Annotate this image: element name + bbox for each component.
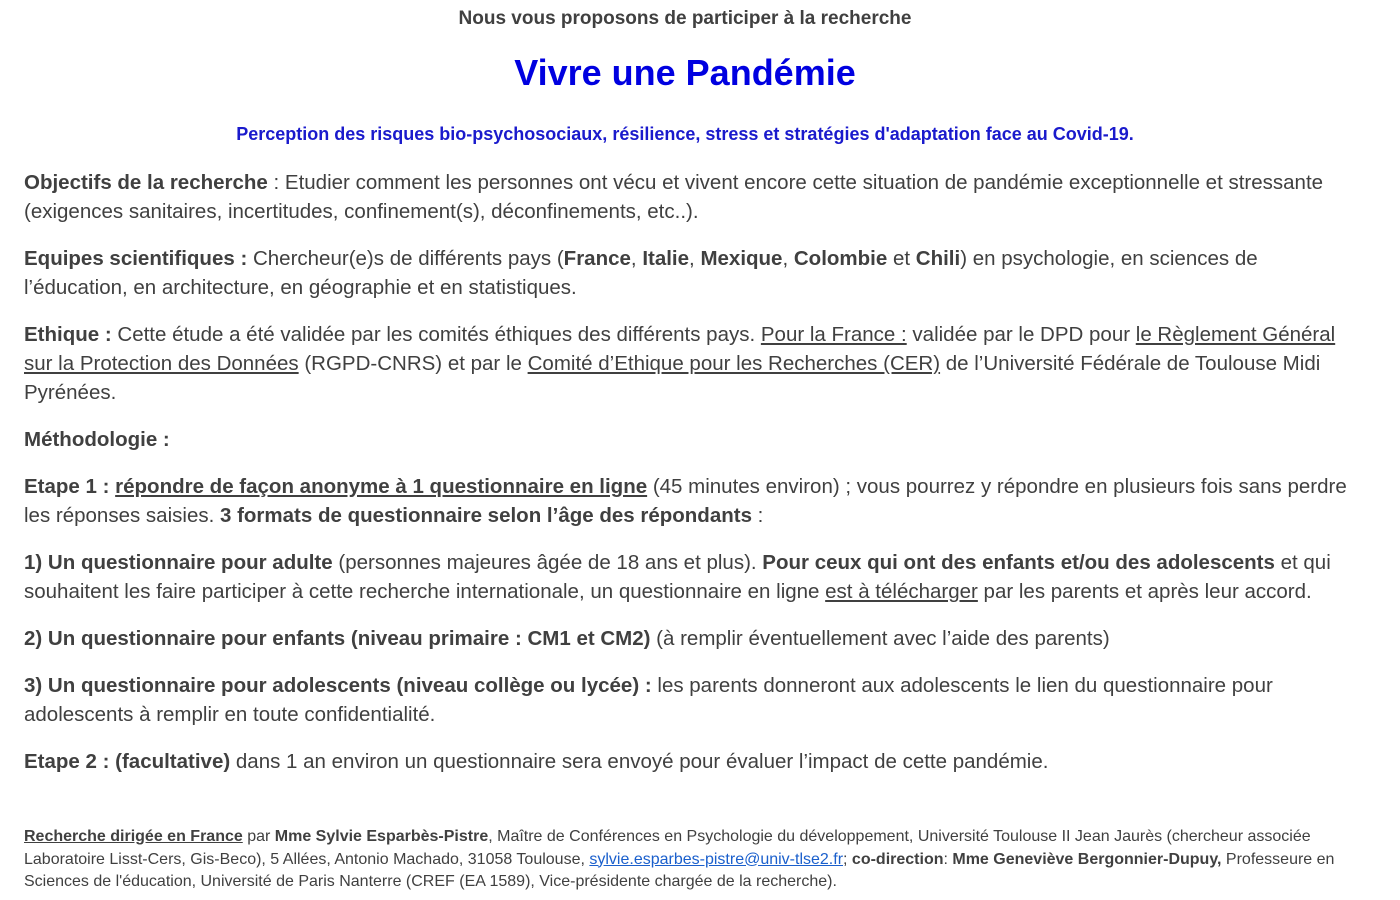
- footer-codirector-name: Mme Geneviève Bergonnier-Dupuy,: [952, 850, 1222, 868]
- item2-text: (à remplir éventuellement avec l’aide des parents): [650, 627, 1110, 650]
- ethique-france-label: Pour la France :: [760, 323, 907, 346]
- ethique-text: de l’Université Fédérale de Toulouse Midi Pyrénées.: [24, 352, 1321, 404]
- etape1-text: (45 minutes environ) ; vous pourrez y répondre en plusieurs fois sans perdre les réponses saisies.: [24, 475, 1347, 527]
- footer-text: ;: [843, 850, 852, 868]
- paragraph-item3: [24, 671, 1364, 729]
- footer-text: par: [242, 828, 275, 845]
- paragraph-etape2: [24, 747, 1364, 776]
- paragraph-equipes: [24, 244, 1364, 302]
- item3-heading: 3) Un questionnaire pour adolescents (niveau collège ou lycée) :: [24, 674, 652, 697]
- item1-heading: 1) Un questionnaire pour adulte: [24, 551, 333, 574]
- footer-text: Professeure en Sciences de l'éducation, Université de Paris Nanterre (CREF (EA 1589), Vice-présidente chargée de la recherche).: [24, 850, 1335, 890]
- etape2-label: Etape 2 : (facultative): [24, 750, 231, 773]
- footer-text: :: [943, 850, 953, 868]
- equipes-text: Chercheur(e)s de différents pays (: [247, 247, 564, 270]
- paragraph-etape1: [24, 472, 1364, 530]
- equipes-sep: ,: [689, 247, 701, 270]
- item1-bold: Pour ceux qui ont des enfants et/ou des adolescents: [762, 551, 1275, 574]
- footer-codirection-label: co-direction: [851, 850, 944, 868]
- item1-text: (personnes majeures âgée de 18 ans et plus).: [332, 551, 763, 574]
- intro-line: Nous vous proposons de participer à la recherche: [458, 8, 912, 29]
- formats-label: 3 formats de questionnaire selon l’âge des répondants: [219, 504, 752, 527]
- footer-text: , Maître de Conférences en Psychologie du développement, Université Toulouse II Jean Jaurès (chercheur associée Laboratoire Lisst-Cers, Gis-Beco), 5 Allées, Antonio Machado, 31058 Toulouse,: [24, 828, 1311, 868]
- etape2-text: dans 1 an environ un questionnaire sera envoyé pour évaluer l’impact de cette pandémie.: [230, 750, 1049, 773]
- ethique-text: Cette étude a été validée par les comités éthiques des différents pays.: [111, 323, 761, 346]
- methodologie-heading: Méthodologie :: [24, 428, 170, 451]
- etape1-text-end: :: [751, 504, 764, 527]
- equipes-text-end: ) en psychologie, en sciences de l’éducation, en architecture, en géographie et en statistiques.: [24, 247, 1258, 299]
- item1-text-end: par les parents et après leur accord.: [977, 580, 1312, 603]
- equipes-sep: et: [887, 247, 916, 270]
- country-mexique: Mexique: [700, 247, 783, 270]
- page-title: Vivre une Pandémie: [514, 52, 856, 93]
- paragraph-ethique: [24, 320, 1364, 407]
- footer-credits: [24, 826, 1374, 894]
- country-chili: Chili: [915, 247, 961, 270]
- objectifs-label: Objectifs de la recherche: [24, 171, 268, 194]
- page-subtitle: Perception des risques bio-psychosociaux, résilience, stress et stratégies d'adaptation face au Covid-19.: [236, 124, 1134, 144]
- body-text: [24, 168, 1364, 794]
- cer-link[interactable]: Comité d’Ethique pour les Recherches (CER): [527, 352, 941, 375]
- paragraph-objectifs: [24, 168, 1364, 226]
- ethique-text: (RGPD-CNRS) et par le: [298, 352, 528, 375]
- item2-heading: 2) Un questionnaire pour enfants (niveau primaire : CM1 et CM2): [24, 627, 651, 650]
- footer-director-name: Mme Sylvie Esparbès-Pistre: [274, 828, 489, 845]
- ethique-label: Ethique :: [24, 323, 112, 346]
- item3-text: les parents donneront aux adolescents le lien du questionnaire pour adolescents à remplir en toute confidentialité.: [24, 674, 1273, 726]
- country-france: France: [563, 247, 631, 270]
- equipes-sep: ,: [782, 247, 794, 270]
- email-link[interactable]: sylvie.esparbes-pistre@univ-tlse2.fr: [589, 850, 844, 868]
- footer-direction-label: Recherche dirigée en France: [24, 828, 243, 845]
- questionnaire-link[interactable]: répondre de façon anonyme à 1 questionnaire en ligne: [115, 475, 648, 498]
- equipes-label: Equipes scientifiques :: [24, 247, 248, 270]
- rgpd-link[interactable]: le Règlement Général sur la Protection des Données: [24, 323, 1336, 375]
- etape1-label: Etape 1 :: [24, 475, 116, 498]
- equipes-sep: ,: [630, 247, 643, 270]
- paragraph-methodologie: [24, 425, 1364, 454]
- ethique-text: validée par le DPD pour: [906, 323, 1136, 346]
- item1-text: et qui souhaitent les faire participer à cette recherche internationale, un questionnaire en ligne: [24, 551, 1331, 603]
- download-link[interactable]: est à télécharger: [825, 580, 978, 603]
- country-colombie: Colombie: [793, 247, 888, 270]
- country-italie: Italie: [642, 247, 690, 270]
- objectifs-text: : Etudier comment les personnes ont vécu et vivent encore cette situation de pandémie exceptionnelle et stressante (exigences sanitaires, incertitudes, confinement(s), déconfinements, etc..).: [24, 171, 1324, 223]
- paragraph-item2: [24, 624, 1364, 653]
- paragraph-item1: [24, 548, 1364, 606]
